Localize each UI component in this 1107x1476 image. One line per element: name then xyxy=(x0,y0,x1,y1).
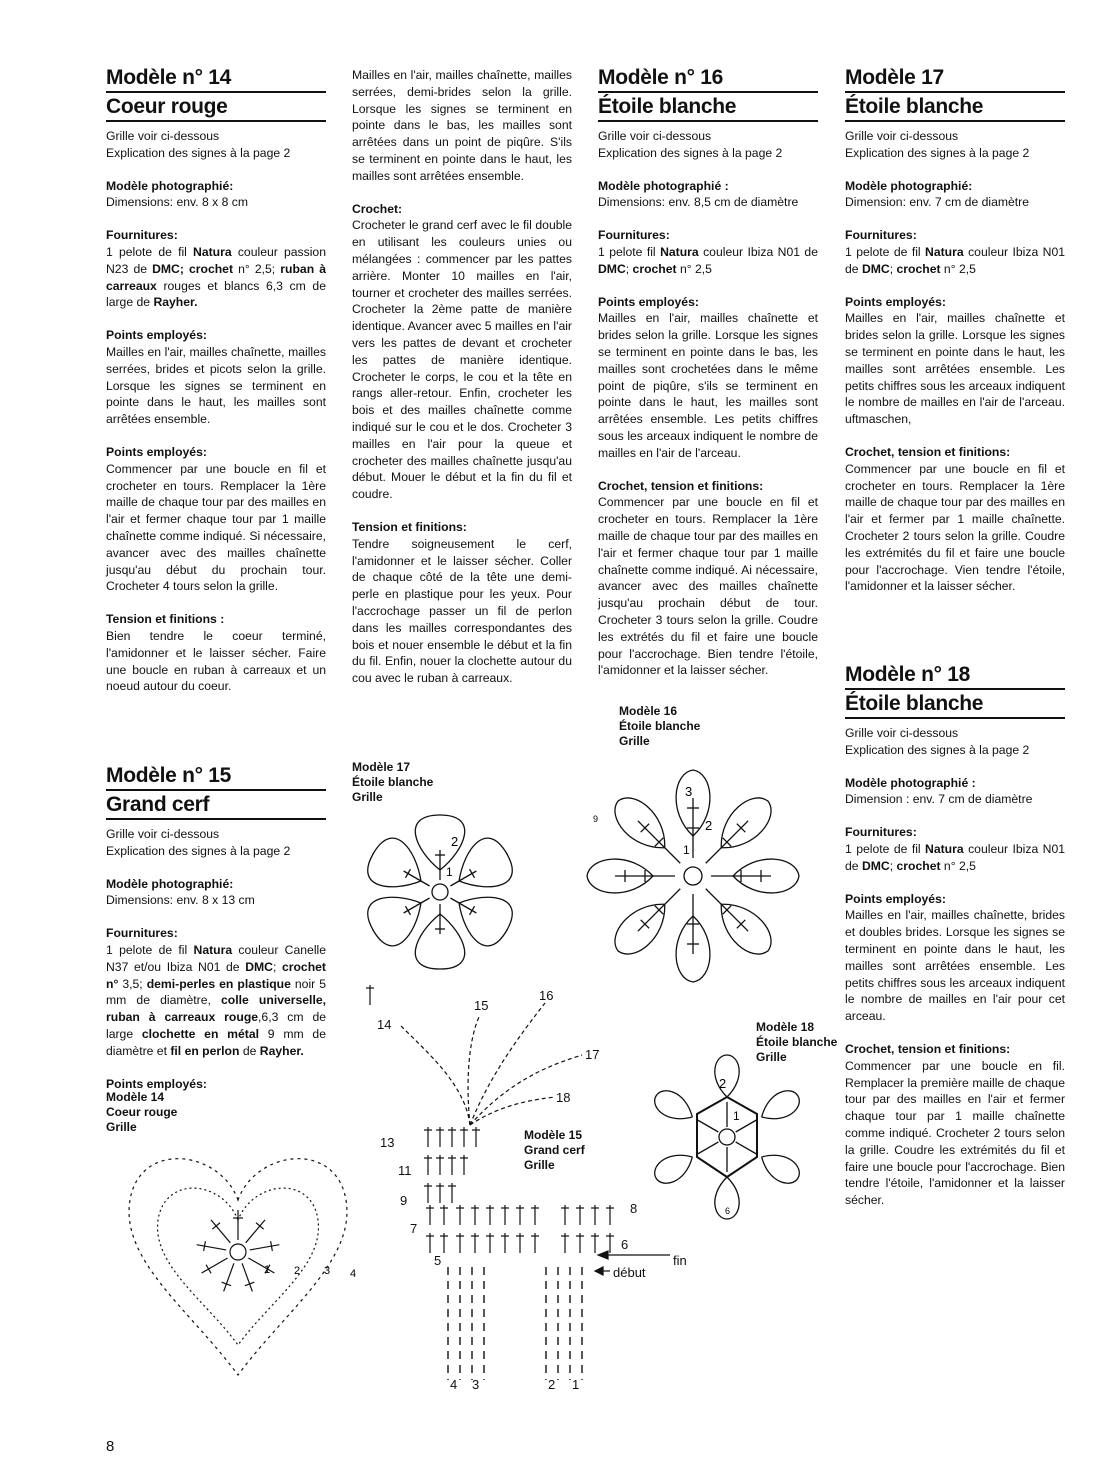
m18-fourn-heading: Fournitures: xyxy=(845,825,917,840)
m17-fourn-heading: Fournitures: xyxy=(845,228,917,243)
m18-f-b: couleur Ibiza N01 de xyxy=(845,841,1066,873)
caption-14-line3: Grille xyxy=(106,1120,137,1134)
caption-17-line1: Modèle 17 xyxy=(352,760,411,774)
m15-f-clochette: clochette en métal xyxy=(141,1026,260,1041)
m17-subtitle: Étoile blanche xyxy=(845,93,1065,122)
star-17-diagram xyxy=(345,810,535,980)
caption-18-line1: Modèle 18 xyxy=(756,1020,815,1034)
m14-tension-heading: Tension et finitions : xyxy=(106,612,225,627)
m17-photo-heading: Modèle photographié: xyxy=(845,178,973,193)
m15-f-b: couleur Canelle N37 et/ou Ibiza N01 de xyxy=(106,942,327,974)
m14-points-heading: Points employés: xyxy=(106,328,207,343)
m14-photo-text: Dimensions: env. 8 x 8 cm xyxy=(106,195,249,210)
m17-f-a: 1 pelote de fil xyxy=(845,244,926,259)
m17-f-dmc: DMC xyxy=(861,261,890,276)
m18-points-heading: Points employés: xyxy=(845,891,946,906)
m18-f-d: n° 2,5 xyxy=(940,858,976,873)
m18-f-natura: Natura xyxy=(925,841,964,856)
m14-title: Modèle n° 14 xyxy=(106,64,326,93)
col-modele-15-cont xyxy=(352,67,572,687)
m15-photo-text: Dimensions: env. 8 x 13 cm xyxy=(106,893,255,908)
m15-f-natura: Natura xyxy=(193,942,233,957)
m15-f-dmc: DMC xyxy=(245,959,273,974)
caption-14-line1: Modèle 14 xyxy=(106,1090,165,1104)
stag-15-diagram xyxy=(370,985,700,1392)
m16-title: Modèle n° 16 xyxy=(598,64,818,93)
m15-f-f: ,6,3 cm de large xyxy=(106,1010,326,1041)
m17-intro1: Grille voir ci-dessous xyxy=(845,129,959,143)
stag-label-8: 8 xyxy=(630,1201,638,1216)
m16-f-natura: Natura xyxy=(660,244,699,259)
m15-f-a: 1 pelote de fil xyxy=(106,942,194,957)
m16-f-crochet: crochet xyxy=(632,261,677,276)
m14-fourn-natura: Natura xyxy=(193,244,232,259)
m18-f-crochet: crochet xyxy=(896,858,941,873)
m17-title: Modèle 17 xyxy=(845,64,1065,93)
m15-f-d: 3,5; xyxy=(118,976,147,991)
m15-fourn-heading: Fournitures: xyxy=(106,926,178,941)
stag-label-7: 7 xyxy=(410,1221,418,1236)
stag-leg-1: 1 xyxy=(572,1377,580,1392)
m16-intro2: Explication des signes à la page 2 xyxy=(598,145,783,160)
m18-f-c: ; xyxy=(889,858,897,873)
m16-tension-heading: Crochet, tension et finitions: xyxy=(598,478,764,493)
page-number: 8 xyxy=(106,1438,115,1455)
stag-label-6: 6 xyxy=(621,1237,629,1252)
m16-intro1: Grille voir ci-dessous xyxy=(598,129,712,143)
stag-label-5: 5 xyxy=(434,1253,442,1268)
m15-intro1: Grille voir ci-dessous xyxy=(106,827,220,841)
m18-tension-text: Commencer par une boucle en fil. Remplacer la première maille de chaque tour par des mailles en l'air et fermer chaque tour par 1 maille chaînette comme indiqué. Crocheter 2 tours selon la grille. Coudre les extrémités du fil et faire une boucle pour l'accrochage. Bien tendre l'étoile, l'amidonner et la laisser sécher. xyxy=(845,1058,1065,1208)
stag-leg-3: 3 xyxy=(472,1377,480,1392)
m17-photo-text: Dimension: env. 7 cm de diamètre xyxy=(845,195,1030,210)
m14-points-text: Mailles en l'air, mailles chaînette, mailles serrées, brides et picots selon la grille. Lorsque les signes se terminent en pointe dans le haut, les mailles sont arrêtées ensemble. xyxy=(106,344,326,427)
caption-16-line1: Modèle 16 xyxy=(619,704,678,718)
stag-label-9: 9 xyxy=(400,1193,408,1208)
m16-f-d: n° 2,5 xyxy=(676,261,712,276)
m15-f-g: 9 mm de diamètre et xyxy=(106,1026,326,1058)
m15-crochet-heading: Crochet: xyxy=(352,201,403,216)
m16-f-c: ; xyxy=(625,261,633,276)
heart-round-1: 1 xyxy=(264,1264,271,1276)
star18-chain-count: 6 xyxy=(725,1206,731,1216)
m16-photo-text: Dimensions: env. 8,5 cm de diamètre xyxy=(598,195,799,210)
m18-photo-heading: Modèle photographié : xyxy=(845,775,976,790)
star16-chain-count: 9 xyxy=(593,814,599,824)
stag-label-11: 11 xyxy=(398,1163,412,1178)
caption-modele-14 xyxy=(106,1090,177,1135)
m16-photo-heading: Modèle photographié : xyxy=(598,178,729,193)
m16-tension-text: Commencer par une boucle en fil et crocheter en tours. Remplacer la 1ère maille de chaque tour par des mailles en l'air et fermer chaque tour par 1 maille chaînette comme indiqué. Ai nécessaire, avancer avec des mailles chaînette jusqu'au prochain début de tour. Crocheter 3 tours selon la grille. Coudre les extrétés du fil et faire une boucle pour l'accrochage. Bien tendre l'étoile, l'amidonner et la laisser sécher. xyxy=(598,495,818,678)
col-modele-14 xyxy=(106,64,326,695)
m18-title: Modèle n° 18 xyxy=(845,661,1065,690)
m15-tension-text: Tendre soigneusement le cerf, l'amidonner et le laisser sécher. Coller de chaque côté de la tête une demi-perle en plastique pour les yeux. Pour l'accrochage passer un fil de perlon dans les mailles correspondantes des bois et nouer ensemble le début et la fin du fil. Enfin, nouer la clochette autour du cou avec le ruban à carreaux. xyxy=(352,536,572,686)
m15-f-h: de xyxy=(239,1043,260,1058)
col-modele-17 xyxy=(845,64,1065,595)
caption-18-line2: Étoile blanche xyxy=(756,1035,838,1049)
m15-points-heading: Points employés: xyxy=(106,1076,207,1091)
stag-label-17: 17 xyxy=(585,1047,600,1062)
m14-fourn-dmc: DMC; crochet xyxy=(152,261,234,276)
caption-18-line3: Grille xyxy=(756,1050,787,1064)
star17-round-1: 1 xyxy=(446,865,453,879)
caption-17-line2: Étoile blanche xyxy=(352,775,434,789)
m17-f-d: n° 2,5 xyxy=(940,261,976,276)
m18-f-dmc: DMC xyxy=(861,858,890,873)
m15-intro2: Explication des signes à la page 2 xyxy=(106,843,291,858)
stag-leg-2: 2 xyxy=(548,1377,556,1392)
m14-photo-heading: Modèle photographié: xyxy=(106,178,234,193)
m15-crochet-text: Crocheter le grand cerf avec le fil double en utilisant les couleurs unies ou mélangées : commencer par les pattes arrière. Monter 10 mailles en l'air, tourner et crocheter des mailles serrées. Crocheter la 2ème patte de manière identique. Avancer avec 5 mailles en l'air vers les pattes de devant et crocheter les pattes de manière identique. Crocheter le corps, le cou et la tête en rangs aller-retour. Enfin, crocheter les bois et des mailles chaînette comme indiqué sur le cou et le dos. Crocheter 3 mailles en l'air pour la queue et crocheter des mailles chaînette jusqu'au début. Mouer le début et la fin du fil et coudre. xyxy=(352,218,572,502)
stag-label-16: 16 xyxy=(539,988,554,1003)
m18-intro1: Grille voir ci-dessous xyxy=(845,726,959,740)
m17-f-b: couleur Ibiza N01 de xyxy=(845,244,1066,276)
stag-label-15: 15 xyxy=(474,998,489,1013)
m15-f-crochet: crochet n° xyxy=(106,959,326,991)
m18-f-a: 1 pelote de fil xyxy=(845,841,926,856)
stag-label-debut: début xyxy=(613,1265,646,1280)
col-modele-18 xyxy=(845,661,1065,1209)
star18-round-2: 2 xyxy=(719,1076,727,1091)
m17-tension-text: Commencer par une boucle en fil et crocheter en tours. Remplacer la 1ère maille de chaque tour par des mailles en l'air et fermer par 1 maille chaînette. Crocheter 2 tours selon la grille. Coudre les extrémités du fil et faire une boucle pour l'accrochage. Vien tendre l'étoile, l'amidonner et la laisser sécher. xyxy=(845,461,1065,594)
caption-16-line2: Étoile blanche xyxy=(619,719,701,733)
caption-14-line2: Coeur rouge xyxy=(106,1105,178,1119)
m16-f-a: 1 pelote fil xyxy=(598,244,661,259)
stag-label-18: 18 xyxy=(556,1090,571,1105)
caption-16-line3: Grille xyxy=(619,734,650,748)
heart-round-2: 2 xyxy=(294,1265,301,1277)
caption-modele-17 xyxy=(352,760,433,805)
m16-f-dmc: DMC xyxy=(598,261,626,276)
m18-intro2: Explication des signes à la page 2 xyxy=(845,742,1030,757)
m15-subtitle: Grand cerf xyxy=(106,791,326,820)
m14-fourn-ruban: ruban à carreaux xyxy=(106,261,327,293)
heart-round-3: 3 xyxy=(324,1265,331,1277)
stag-leg-4: 4 xyxy=(450,1377,458,1392)
col-modele-15 xyxy=(106,762,326,1092)
caption-17-line3: Grille xyxy=(352,790,383,804)
m14-subtitle: Coeur rouge xyxy=(106,93,326,122)
caption-15-line3: Grille xyxy=(524,1158,555,1172)
m16-points-heading: Points employés: xyxy=(598,294,699,309)
heart-14-diagram xyxy=(110,1140,370,1390)
star17-round-2: 2 xyxy=(451,834,459,849)
m16-subtitle: Étoile blanche xyxy=(598,93,818,122)
m15-f-rayher: Rayher. xyxy=(259,1043,304,1058)
m16-fourn-heading: Fournitures: xyxy=(598,228,670,243)
m17-points-heading: Points employés: xyxy=(845,294,946,309)
m15-f-e: noir 5 mm de diamètre, xyxy=(106,976,327,1008)
star16-round-3: 3 xyxy=(685,784,693,799)
stag-label-fin: fin xyxy=(673,1253,687,1268)
caption-15-line2: Grand cerf xyxy=(524,1143,585,1157)
m14-tension-text: Bien tendre le coeur terminé, l'amidonner et le laisser sécher. Faire une boucle en ruban à carreaux et un noeud autour du coeur. xyxy=(106,628,326,694)
star16-round-2: 2 xyxy=(705,818,713,833)
m18-tension-heading: Crochet, tension et finitions: xyxy=(845,1041,1011,1056)
m16-f-b: couleur Ibiza N01 de xyxy=(698,244,818,259)
caption-15-line1: Modèle 15 xyxy=(524,1128,583,1142)
m15-f-perlon: fil en perlon xyxy=(170,1043,240,1058)
m15-f-colle: colle universelle, ruban à carreaux rouge xyxy=(106,993,326,1025)
m15-f-c: ; xyxy=(272,959,282,974)
m14-fourn-rayher: Rayher. xyxy=(153,295,198,310)
m17-f-natura: Natura xyxy=(925,244,964,259)
m14-points2-heading: Points employés: xyxy=(106,444,207,459)
m14-fourn-heading: Fournitures: xyxy=(106,228,178,243)
m15-f-perles: demi-perles en plastique xyxy=(146,976,291,991)
caption-modele-16 xyxy=(619,704,700,749)
m14-fourn-b: couleur passion N23 de xyxy=(106,244,326,276)
m15-tension-heading: Tension et finitions: xyxy=(352,519,467,534)
m17-tension-heading: Crochet, tension et finitions: xyxy=(845,444,1011,459)
m16-points-text: Mailles en l'air, mailles chaînette et brides selon la grille. Lorsque les signes se terminent en pointe dans le bas, les mailles sont crochetées dans le même point de piqûre, s'ils se terminent en pointe dans le haut, les mailles sont arrêtées ensemble. Les petits chiffres sous les arceaux indiquent le nombre de mailles en l'air de l'arceau. xyxy=(598,311,818,460)
m17-f-c: ; xyxy=(889,261,897,276)
star16-round-1: 1 xyxy=(683,843,690,857)
star-16-diagram xyxy=(573,758,813,998)
col-modele-16 xyxy=(598,64,818,679)
m18-photo-text: Dimension : env. 7 cm de diamètre xyxy=(845,792,1033,807)
m15-photo-heading: Modèle photographié: xyxy=(106,876,234,891)
m17-intro2: Explication des signes à la page 2 xyxy=(845,145,1030,160)
m18-subtitle: Étoile blanche xyxy=(845,690,1065,719)
m14-fourn-c: n° 2,5; xyxy=(233,261,281,276)
m15-title: Modèle n° 15 xyxy=(106,762,326,791)
m17-f-crochet: crochet xyxy=(896,261,941,276)
m17-points-text: Mailles en l'air, mailles chaînette et brides selon la grille. Lorsque les signes se terminent en pointe dans le haut, les mailles sont arrêtées ensemble. Les petits chiffres sous les arceaux indiquent le nombre de mailles en l'air de l'arceau. uftmaschen, xyxy=(845,311,1065,427)
m14-fourn-a: 1 pelote de fil xyxy=(106,244,194,259)
stag-label-13: 13 xyxy=(380,1135,395,1150)
m14-intro1: Grille voir ci-dessous xyxy=(106,129,220,143)
heart-round-4: 4 xyxy=(350,1268,357,1280)
m14-points2-text: Commencer par une boucle en fil et crocheter en tours. Remplacer la 1ère maille de chaque tour par des mailles en l'air et fermer chaque tour par 1 maille chaînette comme indiqué. Si nécessaire, avancer avec des mailles chaînette jusqu'au début du prochain tour. Crocheter 4 tours selon la grille. xyxy=(106,461,326,594)
star18-round-1: 1 xyxy=(733,1109,740,1123)
m14-fourn-d: rouges et blancs 6,3 cm de large de xyxy=(106,278,326,310)
stag-label-14: 14 xyxy=(377,1017,392,1032)
m15-cont-text: Mailles en l'air, mailles chaînette, mailles serrées, demi-brides selon la grille. Lorsque les signes se terminent en pointe dans le bas, les mailles sont arrêtées dans un point de piqûre. S'ils se terminent en pointe dans le haut, les mailles sont arrêtées ensemble. xyxy=(352,68,572,183)
m18-points-text: Mailles en l'air, mailles chaînette, brides et doubles brides. Lorsque les signes se terminent en pointe dans le haut, les mailles sont arrêtées ensemble. Les petits chiffres sous les arceaux indiquent le nombre de mailles en l'air pour cet arceau. xyxy=(845,908,1065,1024)
m14-intro2: Explication des signes à la page 2 xyxy=(106,145,291,160)
